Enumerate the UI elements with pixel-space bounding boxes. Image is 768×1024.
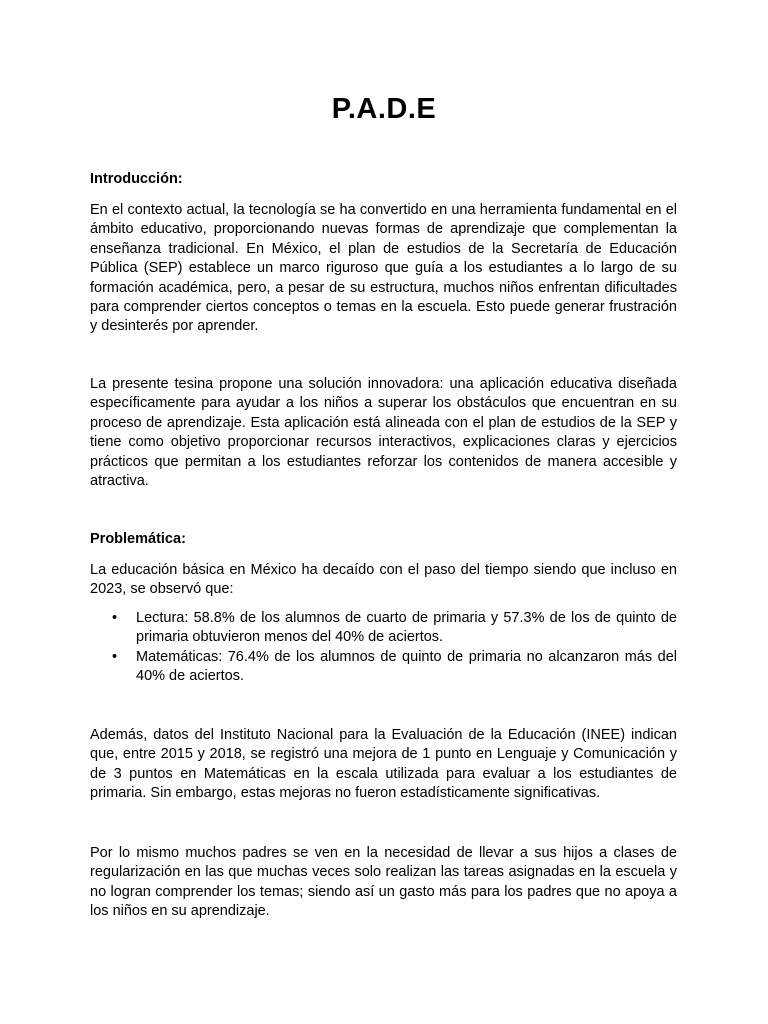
statistics-list xyxy=(90,609,677,687)
list-item xyxy=(90,648,677,687)
intro-paragraph-1: En el contexto actual, la tecnología se ha convertido en una herramienta fundamental en el ámbito educativo, proporcionando nuevas formas de aprendizaje que complementan la enseñanza tradicional. En México, el plan de estudios de la Secretaría de Educación Pública (SEP) establece un marco riguroso que guía a los estudiantes a lo largo de su formación académica, pero, a pesar de su estructura, muchos niños enfrentan dificultades para comprender ciertos conceptos o temas en la escuela. Esto puede generar frustración y desinterés por aprender. xyxy=(90,202,677,335)
problem-heading: Problemática: xyxy=(90,531,186,547)
bullet-icon: • xyxy=(112,648,118,665)
document-title: P.A.D.E xyxy=(331,93,437,125)
intro-paragraph-2: La presente tesina propone una solución innovadora: una aplicación educativa diseñada específicamente para ayudar a los niños a superar los obstáculos que encuentran en su proceso de aprendizaje. Esta aplicación está alineada con el plan de estudios de la SEP y tiene como objetivo proporcionar recursos interactivos, explicaciones claras y ejercicios prácticos que permitan a los estudiantes reforzar los contenidos de manera accesible y atractiva. xyxy=(90,376,677,490)
list-item-text: Matemáticas: 76.4% de los alumnos de quinto de primaria no alcanzaron más del 40% de aciertos. xyxy=(136,648,677,685)
problem-paragraph-3: Por lo mismo muchos padres se ven en la necesidad de llevar a sus hijos a clases de regularización en las que muchas veces solo realizan las tareas asignadas en la escuela y no logran comprender los temas; siendo así un gasto más para los padres que no apoya a los niños en su aprendizaje. xyxy=(90,845,677,920)
problem-paragraph-1: La educación básica en México ha decaído con el paso del tiempo siendo que incluso en 2023, se observó que: xyxy=(90,562,677,598)
intro-heading: Introducción: xyxy=(90,171,183,187)
problem-paragraph-2: Además, datos del Instituto Nacional para la Evaluación de la Educación (INEE) indican que, entre 2015 y 2018, se registró una mejora de 1 punto en Lenguaje y Comunicación y de 3 puntos en Matemáticas en la escala utilizada para evaluar a los estudiantes de primaria. Sin embargo, estas mejoras no fueron estadísticamente significativas. xyxy=(90,727,677,802)
list-item xyxy=(90,609,677,648)
list-item-text: Lectura: 58.8% de los alumnos de cuarto de primaria y 57.3% de los de quinto de primaria obtuvieron menos del 40% de aciertos. xyxy=(136,610,677,646)
bullet-icon: • xyxy=(112,610,118,626)
